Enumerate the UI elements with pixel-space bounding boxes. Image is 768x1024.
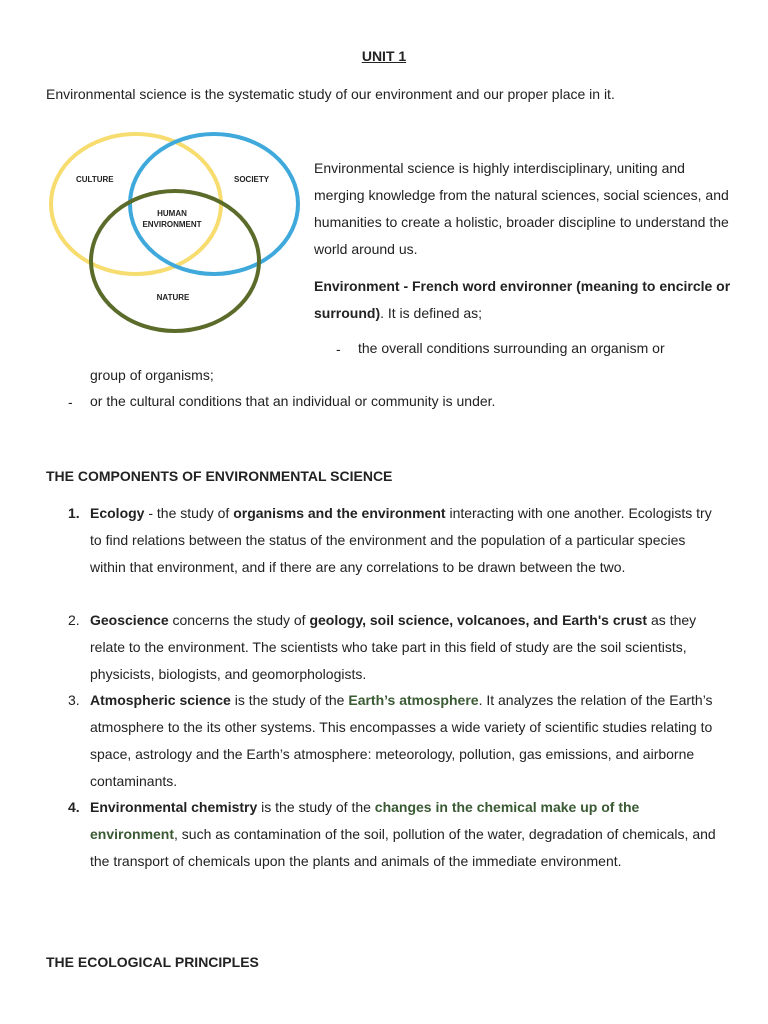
- bullet-1-line-1: the overall conditions surrounding an organism or: [358, 340, 665, 356]
- list-item: 1. Ecology - the study of organisms and the environment interacting with one another. Ecologists try to find relations between the status of the environment and the population of a particular species within that environment, and if there are any correlations to be drawn between the two.: [68, 500, 718, 581]
- list-number: 1.: [68, 505, 80, 521]
- human-label-line2: ENVIRONMENT: [142, 220, 202, 229]
- bullet-2: or the cultural conditions that an individual or community is under.: [90, 393, 496, 409]
- list-item: 3. Atmospheric science is the study of the Earth’s atmosphere. It analyzes the relation of the Earth’s atmosphere to the its other systems. This encompasses a wide variety of scientific studies relating to space, astrology and the Earth’s atmosphere: meteorology, pollution, gas emissions, and airborne contaminants.: [68, 687, 718, 795]
- environment-definition-bold: Environment - French word environner (meaning to encircle or surround): [314, 278, 731, 321]
- interdisciplinary-paragraph: Environmental science is highly interdisciplinary, uniting and merging knowledge from the natural sciences, social sciences, and humanities to create a holistic, broader discipline to understand the world around us.: [314, 160, 729, 257]
- principles-heading: THE ECOLOGICAL PRINCIPLES: [46, 954, 259, 970]
- components-heading: THE COMPONENTS OF ENVIRONMENTAL SCIENCE: [46, 468, 393, 484]
- list-number: 2.: [68, 612, 80, 628]
- human-label-line1: HUMAN: [157, 209, 187, 218]
- society-circle: [130, 134, 298, 274]
- culture-label: CULTURE: [76, 175, 114, 184]
- intro-paragraph: Environmental science is the systematic study of our environment and our proper place in it.: [46, 86, 615, 102]
- bullet-1-line-2: group of organisms;: [90, 367, 214, 383]
- bullet-dash-1: -: [336, 341, 341, 357]
- list-term: Environmental chemistry: [90, 799, 258, 815]
- list-item: 2. Geoscience concerns the study of geology, soil science, volcanoes, and Earth's crust as they relate to the environment. The scientists who take part in this field of study are the soil scientists, physicists, biologists, and geomorphologists.: [68, 607, 718, 688]
- list-number: 4.: [68, 799, 80, 815]
- venn-diagram: [40, 128, 310, 343]
- list-item: 4. Environmental chemistry is the study of the changes in the chemical make up of the environment, such as contamination of the soil, pollution of the water, degradation of chemicals, and the transport of chemicals upon the plants and animals of the immediate environment.: [68, 794, 718, 875]
- list-number: 3.: [68, 692, 80, 708]
- environment-definition-rest: . It is defined as;: [380, 305, 483, 321]
- environment-definition: [314, 273, 734, 327]
- culture-circle: [51, 134, 221, 274]
- list-term: Geoscience: [90, 612, 169, 628]
- list-term: Atmospheric science: [90, 692, 231, 708]
- bullet-dash-2: -: [68, 394, 73, 410]
- nature-label: NATURE: [156, 293, 190, 302]
- page-title: UNIT 1: [361, 48, 407, 64]
- society-label: SOCIETY: [234, 175, 270, 184]
- list-term: Ecology: [90, 505, 145, 521]
